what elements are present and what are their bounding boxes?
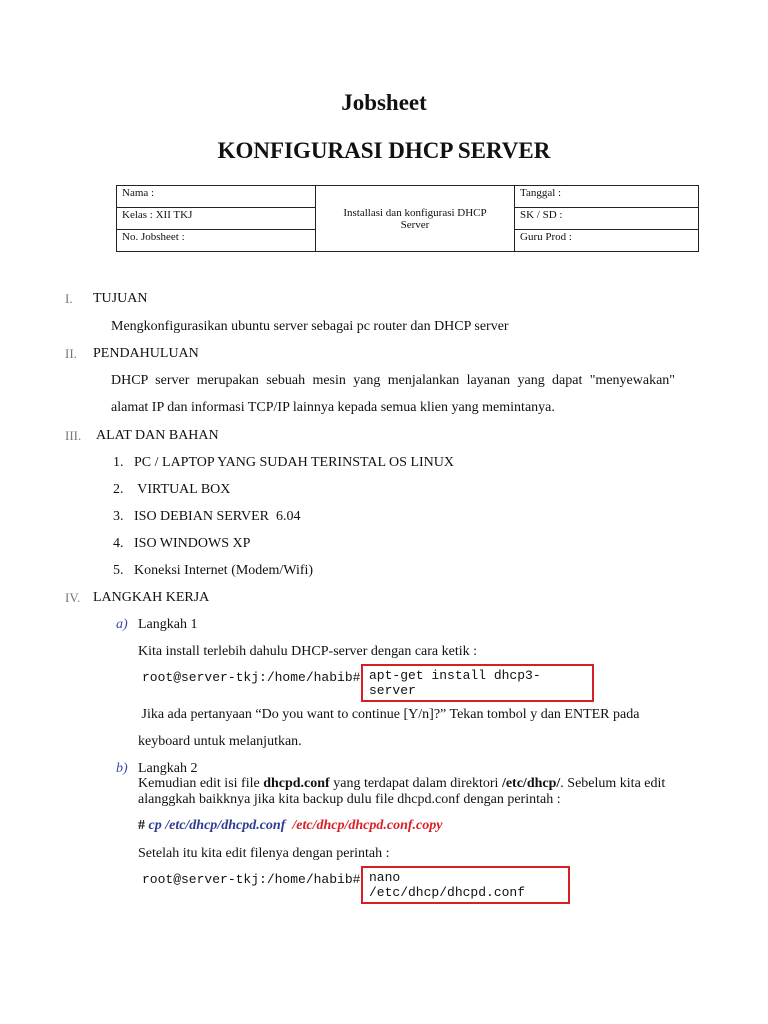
backup-command: # cp /etc/dhcp/dhcpd.conf /etc/dhcp/dhcpd.conf.copy bbox=[138, 818, 443, 833]
section-number: II. bbox=[65, 346, 77, 361]
step-title: Langkah 2 bbox=[138, 761, 198, 776]
tanggal-cell: Tanggal : bbox=[515, 186, 699, 208]
sk-sd-cell: SK / SD : bbox=[515, 208, 699, 230]
step1-note1: Jika ada pertanyaan “Do you want to continue [Y/n]?” Tekan tombol y dan ENTER pada bbox=[138, 707, 640, 722]
topic-cell: Installasi dan konfigurasi DHCP Server bbox=[316, 186, 515, 252]
pendahuluan-line2: alamat IP dan informasi TCP/IP lainnya kepada semua klien yang memintanya. bbox=[111, 400, 555, 415]
list-number: 4. bbox=[113, 536, 124, 551]
list-number: 2. bbox=[113, 482, 124, 497]
section-number: I. bbox=[65, 291, 73, 306]
command-box: apt-get install dhcp3-server bbox=[361, 664, 594, 702]
section-title-tujuan: TUJUAN bbox=[93, 291, 148, 306]
no-jobsheet-cell: No. Jobsheet : bbox=[117, 230, 316, 252]
kelas-cell: Kelas : XII TKJ bbox=[117, 208, 316, 230]
list-number: 1. bbox=[113, 455, 124, 470]
step2-edit-intro: Setelah itu kita edit filenya dengan perintah : bbox=[138, 846, 390, 861]
step-title: Langkah 1 bbox=[138, 617, 198, 632]
page-subtitle: KONFIGURASI DHCP SERVER bbox=[217, 138, 551, 163]
list-item: Koneksi Internet (Modem/Wifi) bbox=[134, 563, 314, 578]
list-item: ISO WINDOWS XP bbox=[134, 536, 251, 551]
nama-cell: Nama : bbox=[117, 186, 316, 208]
list-item: ISO DEBIAN SERVER 6.04 bbox=[134, 509, 301, 524]
step-label: b) bbox=[116, 761, 128, 776]
guru-cell: Guru Prod : bbox=[515, 230, 699, 252]
step2-line2: alanggkah baikknya jika kita backup dulu file dhcpd.conf dengan perintah : bbox=[138, 792, 561, 807]
section-title-langkah: LANGKAH KERJA bbox=[93, 590, 210, 605]
terminal-prompt: root@server-tkj:/home/habib# bbox=[142, 872, 361, 887]
list-number: 3. bbox=[113, 509, 124, 524]
list-item: PC / LAPTOP YANG SUDAH TERINSTAL OS LINUX bbox=[134, 455, 454, 470]
info-table bbox=[116, 185, 699, 252]
section-title-alat: ALAT DAN BAHAN bbox=[96, 428, 219, 443]
terminal-prompt: root@server-tkj:/home/habib# bbox=[142, 670, 361, 685]
command-box: nano /etc/dhcp/dhcpd.conf bbox=[361, 866, 570, 904]
pendahuluan-line1: DHCP server merupakan sebuah mesin yang menjalankan layanan yang dapat "menyewakan" bbox=[111, 373, 675, 388]
step2-line1: Kemudian edit isi file dhcpd.conf yang terdapat dalam direktori /etc/dhcp/. Sebelum kita edit bbox=[138, 776, 666, 791]
section-number: IV. bbox=[65, 590, 81, 605]
section-title-pendahuluan: PENDAHULUAN bbox=[93, 346, 199, 361]
list-number: 5. bbox=[113, 563, 124, 578]
step1-note2: keyboard untuk melanjutkan. bbox=[138, 734, 302, 749]
step1-intro: Kita install terlebih dahulu DHCP-server dengan cara ketik : bbox=[138, 644, 478, 659]
list-item: VIRTUAL BOX bbox=[134, 482, 231, 497]
section-number: III. bbox=[65, 428, 82, 443]
page-title: Jobsheet bbox=[341, 90, 427, 115]
step-label: a) bbox=[116, 617, 128, 632]
tujuan-text: Mengkonfigurasikan ubuntu server sebagai pc router dan DHCP server bbox=[111, 319, 509, 334]
